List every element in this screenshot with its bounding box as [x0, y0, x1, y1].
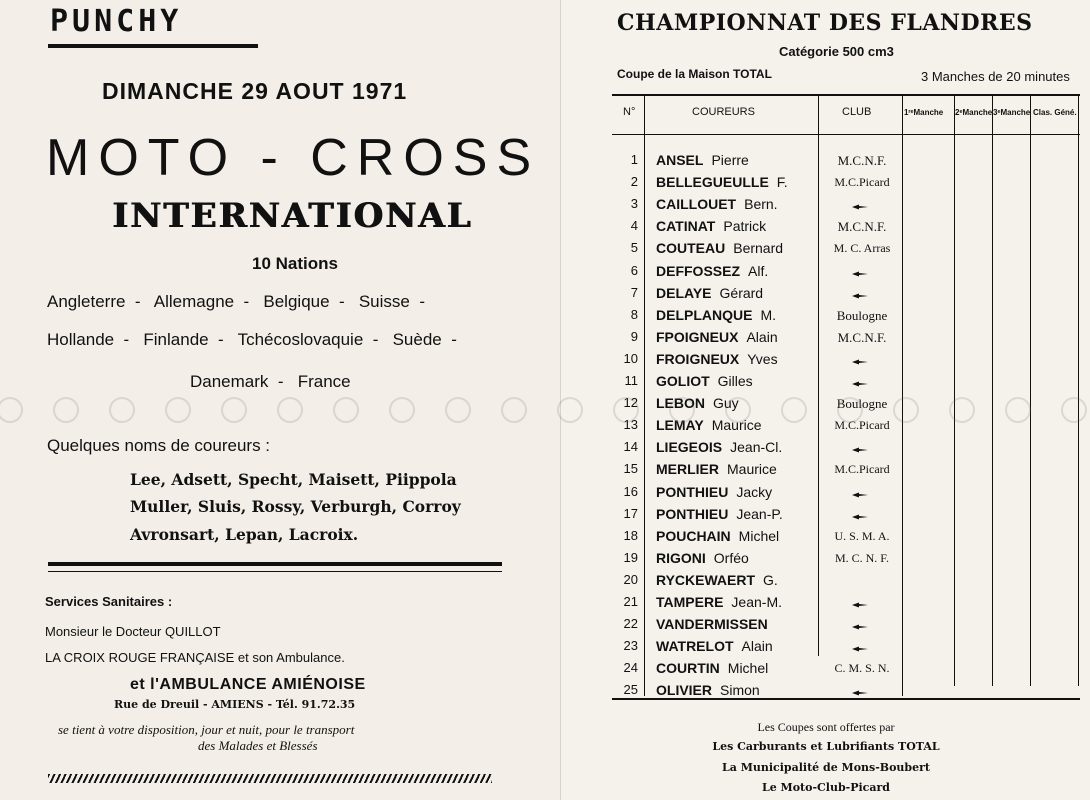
- rider-name: [656, 285, 763, 301]
- rider-name: [656, 240, 783, 256]
- nation: Tchécoslovaquie: [237, 330, 364, 349]
- header-heat-3: 3ᵉManche: [993, 108, 1031, 117]
- ditto-mark-icon: [852, 447, 868, 453]
- table-row: [612, 550, 1080, 572]
- rider-club: M.C.Picard: [834, 175, 890, 190]
- event-subtitle: INTERNATIONAL: [112, 196, 473, 236]
- rider-name: [656, 373, 753, 389]
- nation: Hollande: [47, 330, 115, 349]
- table-row: [612, 572, 1080, 594]
- rider-number: 13: [623, 417, 638, 433]
- rider-name: [656, 263, 768, 279]
- rider-number: 22: [623, 616, 638, 632]
- rider-last-name: TAMPERE: [656, 594, 724, 610]
- rider-last-name: LEMAY: [656, 417, 704, 434]
- footer-line-3: La Municipalité de Mons-Boubert: [722, 761, 930, 774]
- rider-name: [656, 616, 776, 632]
- rider-name: [656, 329, 778, 345]
- nation: Allemagne: [153, 292, 235, 311]
- rider-first-name: Yves: [747, 350, 778, 367]
- rider-first-name: Jacky: [736, 483, 773, 500]
- availability-line-1: se tient à votre disposition, jour et nuit, pour le transport: [58, 722, 355, 737]
- ditto-mark-icon: [852, 381, 868, 387]
- rider-name: [656, 218, 766, 234]
- nations-count: 10 Nations: [252, 254, 338, 273]
- rider-first-name: Jean-M.: [731, 594, 782, 610]
- rider-last-name: DELPLANQUE: [656, 306, 753, 323]
- town-title: PUNCHY: [50, 4, 183, 39]
- footer-line-4: Le Moto-Club-Picard: [761, 781, 890, 794]
- nation: France: [297, 372, 351, 391]
- rider-name: [656, 506, 783, 522]
- rider-name: [656, 307, 776, 323]
- rider-club: Boulogne: [836, 396, 888, 412]
- ditto-mark-icon: [852, 271, 868, 277]
- rider-number: 25: [623, 682, 638, 698]
- rider-name: [656, 484, 772, 500]
- rider-first-name: Bern.: [744, 196, 778, 213]
- rider-club: M.C.Picard: [834, 462, 890, 477]
- rider-last-name: RYCKEWAERT: [656, 571, 756, 588]
- rider-club: M.C.N.F.: [837, 153, 887, 168]
- championship-title: CHAMPIONNAT DES FLANDRES: [617, 10, 1033, 36]
- table-row: [612, 196, 1080, 218]
- title-underline: [48, 44, 258, 48]
- availability-line-2: des Malades et Blessés: [198, 738, 318, 753]
- table-top-rule: [612, 94, 1080, 96]
- nations-line-1: Angleterre - Allemagne - Belgique - Suisse -: [47, 292, 425, 311]
- table-row: [612, 218, 1080, 240]
- table-row: [612, 528, 1080, 550]
- rider-last-name: FROIGNEUX: [656, 350, 740, 367]
- rider-name: [656, 550, 749, 566]
- rider-first-name: Guy: [713, 395, 739, 412]
- rider-first-name: Alf.: [748, 262, 769, 279]
- rider-first-name: Alain: [746, 328, 778, 345]
- table-row: [612, 461, 1080, 483]
- table-row: [612, 329, 1080, 351]
- table-row: [612, 638, 1080, 660]
- rider-first-name: M.: [760, 306, 777, 323]
- rider-name: [656, 528, 779, 544]
- watermark-band: [0, 392, 1090, 442]
- table-row: [612, 263, 1080, 285]
- rider-last-name: WATRELOT: [656, 638, 734, 655]
- rider-first-name: Gilles: [717, 373, 753, 389]
- rider-number: 20: [623, 571, 638, 587]
- rider-number: 1: [630, 152, 638, 167]
- rider-first-name: Jean-P.: [736, 505, 783, 522]
- rider-name: [656, 174, 788, 190]
- rider-number: 10: [623, 350, 638, 366]
- table-row: [612, 594, 1080, 616]
- riders-line-2: Muller, Sluis, Rossy, Verburgh, Corroy: [130, 497, 461, 516]
- rider-number: 12: [623, 395, 638, 411]
- cup-sponsor: Coupe de la Maison TOTAL: [617, 67, 772, 81]
- doctor-line: Monsieur le Docteur QUILLOT: [45, 624, 221, 639]
- rider-club: M. C. N. F.: [834, 550, 890, 565]
- ditto-mark-icon: [852, 690, 868, 696]
- rider-number: 6: [630, 262, 638, 278]
- rider-number: 5: [630, 240, 638, 256]
- rider-name: [656, 152, 749, 168]
- ditto-mark-icon: [852, 204, 868, 210]
- riders-line-1: Lee, Adsett, Specht, Maisett, Piippola: [130, 470, 457, 489]
- rider-number: 3: [630, 196, 638, 212]
- rider-club: U. S. M. A.: [834, 528, 890, 543]
- nations-line-2: Hollande - Finlande - Tchécoslovaquie - Suède -: [47, 330, 457, 349]
- rider-name: [656, 682, 760, 698]
- rider-last-name: LEBON: [656, 395, 705, 412]
- race-format: 3 Manches de 20 minutes: [921, 69, 1070, 84]
- category: Catégorie 500 cm3: [779, 44, 894, 59]
- ditto-mark-icon: [852, 293, 868, 299]
- table-row: [612, 616, 1080, 638]
- header-club: CLUB: [842, 106, 872, 118]
- rider-first-name: Michel: [738, 527, 780, 544]
- rider-number: 21: [623, 594, 638, 609]
- rider-number: 18: [623, 527, 638, 543]
- rider-club: C. M. S. N.: [834, 661, 890, 676]
- table-row: [612, 484, 1080, 506]
- riders-intro: Quelques noms de coureurs :: [47, 436, 271, 455]
- rider-first-name: Simon: [720, 682, 760, 699]
- ditto-mark-icon: [852, 602, 868, 608]
- divider-thick: [48, 562, 502, 566]
- rider-last-name: VANDERMISSEN: [656, 616, 768, 633]
- table-row: [612, 439, 1080, 461]
- rider-last-name: POUCHAIN: [656, 527, 731, 544]
- rider-last-name: CAILLOUET: [656, 196, 737, 213]
- rider-last-name: FPOIGNEUX: [656, 328, 739, 345]
- rider-last-name: DELAYE: [656, 284, 712, 301]
- ambulance-line: et l'AMBULANCE AMIÉNOISE: [130, 676, 366, 693]
- rider-name: [656, 660, 768, 676]
- rider-last-name: RIGONI: [656, 549, 706, 566]
- ditto-mark-icon: [852, 359, 868, 365]
- rider-number: 19: [623, 549, 638, 565]
- rider-last-name: LIEGEOIS: [656, 439, 723, 456]
- rider-first-name: Orféo: [713, 549, 749, 566]
- rider-last-name: PONTHIEU: [656, 483, 729, 500]
- rider-last-name: CATINAT: [656, 218, 716, 235]
- footer-line-2: Les Carburants et Lubrifiants TOTAL: [712, 740, 940, 753]
- header-riders: COUREURS: [692, 106, 755, 118]
- header-number: N°: [623, 106, 636, 118]
- nations-line-3: Danemark - France: [190, 372, 351, 391]
- rider-number: 23: [623, 638, 638, 654]
- nation: Angleterre: [47, 292, 126, 311]
- rider-last-name: GOLIOT: [656, 373, 710, 389]
- rider-number: 16: [623, 483, 638, 499]
- event-name: MOTO - CROSS: [46, 129, 541, 187]
- rider-number: 7: [630, 284, 638, 300]
- header-heat-1: 1ʳᵉManche: [904, 108, 944, 117]
- event-date: DIMANCHE 29 AOUT 1971: [102, 78, 408, 104]
- rider-last-name: DEFFOSSEZ: [656, 262, 741, 279]
- nation: Suède: [392, 330, 442, 349]
- ditto-mark-icon: [852, 624, 868, 630]
- table-row: [612, 307, 1080, 329]
- table-row: [612, 240, 1080, 262]
- table-row: [612, 506, 1080, 528]
- ditto-mark-icon: [852, 492, 868, 498]
- rider-name: [656, 638, 773, 654]
- rider-number: 11: [624, 373, 638, 388]
- rider-first-name: Alain: [741, 638, 773, 655]
- rider-first-name: Patrick: [723, 218, 767, 235]
- rider-club: Boulogne: [836, 307, 888, 323]
- rider-first-name: Maurice: [711, 417, 762, 434]
- rider-club: M.C.Picard: [834, 418, 890, 433]
- header-classement: Clas. Géné.: [1033, 108, 1077, 117]
- rider-first-name: Jean-Cl.: [730, 439, 783, 456]
- services-title: Services Sanitaires :: [45, 594, 173, 609]
- rider-last-name: PONTHIEU: [656, 505, 729, 522]
- rider-number: 4: [630, 218, 638, 234]
- ditto-mark-icon: [852, 646, 868, 652]
- rider-last-name: BELLEGUEULLE: [656, 174, 769, 191]
- table-row: [612, 285, 1080, 307]
- rider-club: M.C.N.F.: [837, 329, 887, 345]
- nation: Suisse: [358, 292, 410, 311]
- rider-last-name: COUTEAU: [656, 240, 726, 257]
- rider-number: 14: [623, 439, 638, 455]
- table-row: [612, 152, 1080, 174]
- table-row: [612, 174, 1080, 196]
- rider-number: 17: [623, 505, 638, 521]
- rider-first-name: Maurice: [727, 461, 777, 478]
- rider-first-name: Gérard: [719, 284, 764, 301]
- rider-number: 8: [630, 306, 638, 322]
- rider-first-name: G.: [763, 571, 778, 588]
- rider-name: [656, 351, 778, 367]
- rider-name: [656, 594, 782, 610]
- table-header-rule: [612, 134, 1080, 135]
- rider-club: M.C.N.F.: [837, 219, 887, 235]
- rider-first-name: Michel: [727, 660, 769, 677]
- rider-number: 24: [623, 660, 638, 676]
- rider-number: 15: [623, 461, 638, 477]
- rider-number: 9: [630, 328, 638, 344]
- nation: Belgique: [263, 292, 330, 311]
- rider-last-name: OLIVIER: [656, 682, 713, 699]
- header-heat-2: 2ᵉManche: [955, 108, 993, 117]
- nation: Danemark: [190, 372, 269, 391]
- table-row: [612, 660, 1080, 682]
- riders-line-3: Avronsart, Lepan, Lacroix.: [130, 525, 359, 544]
- rider-first-name: Pierre: [711, 152, 749, 168]
- rider-name: [656, 196, 778, 212]
- rider-name: [656, 461, 777, 477]
- address-line: Rue de Dreuil - AMIENS - Tél. 91.72.35: [114, 698, 356, 711]
- rider-club: M. C. Arras: [833, 241, 891, 256]
- table-row: [612, 682, 1080, 704]
- rider-first-name: Bernard: [733, 240, 784, 257]
- rider-last-name: ANSEL: [656, 152, 704, 168]
- rider-last-name: MERLIER: [656, 461, 719, 478]
- rider-last-name: COURTIN: [656, 660, 720, 677]
- rider-name: [656, 572, 778, 588]
- ditto-mark-icon: [852, 514, 868, 520]
- rider-number: 2: [630, 174, 638, 190]
- nation: Finlande: [143, 330, 209, 349]
- hatched-border: [48, 774, 492, 783]
- footer-line-1: Les Coupes sont offertes par: [757, 720, 895, 734]
- red-cross-line: LA CROIX ROUGE FRANÇAISE et son Ambulance.: [45, 650, 345, 665]
- divider-thin: [48, 571, 502, 572]
- table-row: [612, 351, 1080, 373]
- rider-first-name: F.: [776, 174, 788, 191]
